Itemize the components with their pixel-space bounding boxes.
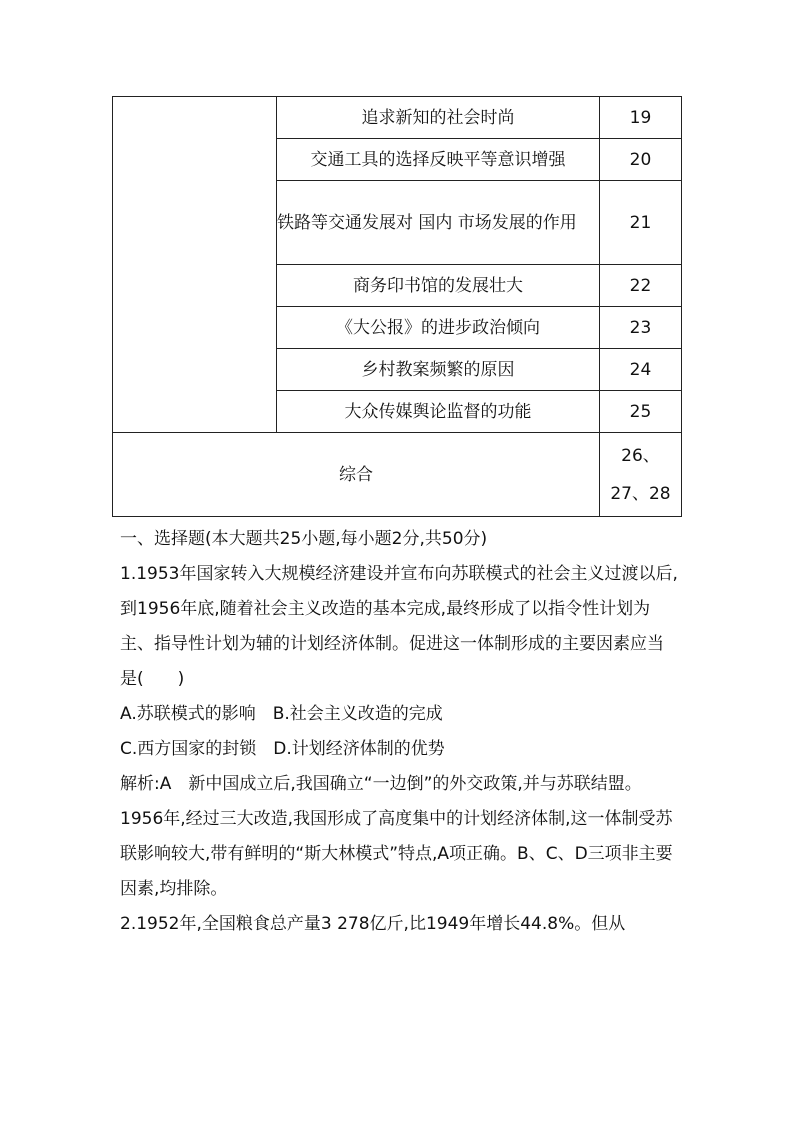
question-1-options-cd: C.西方国家的封锁 D.计划经济体制的优势 xyxy=(120,739,445,759)
knowledge-point-table xyxy=(112,96,682,517)
topic-cell: 铁路等交通发展对 国内 市场发展的作用 xyxy=(277,181,600,265)
question-number-cell: 22 xyxy=(600,265,682,307)
question-number-cell: 21 xyxy=(600,181,682,265)
table-row-summary xyxy=(113,433,682,517)
topic-cell: 商务印书馆的发展壮大 xyxy=(277,265,600,307)
topic-cell: 交通工具的选择反映平等意识增强 xyxy=(277,139,600,181)
question-number-cell: 25 xyxy=(600,391,682,433)
merged-blank-cell xyxy=(113,97,277,433)
topic-cell: 乡村教案频繁的原因 xyxy=(277,349,600,391)
question-number-cell: 19 xyxy=(600,97,682,139)
topic-cell: 《大公报》的进步政治倾向 xyxy=(277,307,600,349)
summary-number-cell: 26、27、28 xyxy=(600,433,682,517)
section-title: 一、选择题(本大题共25小题,每小题2分,共50分) xyxy=(120,529,488,549)
question-2-stem: 2.1952年,全国粮食总产量3 278亿斤,比1949年增长44.8%。但从 xyxy=(120,914,626,934)
summary-label-cell: 综合 xyxy=(113,433,600,517)
topic-cell: 追求新知的社会时尚 xyxy=(277,97,600,139)
question-1-analysis: 解析:A 新中国成立后,我国确立“一边倒”的外交政策,并与苏联结盟。1956年,经过三大改造,我国形成了高度集中的计划经济体制,这一体制受苏联影响较大,带有鲜明的“斯大林模式”特点,A项正确。B、C、D三项非主要因素,均排除。 xyxy=(120,774,673,899)
question-1-stem: 1.1953年国家转入大规模经济建设并宣布向苏联模式的社会主义过渡以后,到1956年底,随着社会主义改造的基本完成,最终形成了以指令性计划为主、指导性计划为辅的计划经济体制。促进这一体制形成的主要因素应当是( ) xyxy=(120,564,678,689)
question-body xyxy=(120,522,680,942)
question-number-cell: 20 xyxy=(600,139,682,181)
question-1-options-ab: A.苏联模式的影响 B.社会主义改造的完成 xyxy=(120,704,443,724)
question-number-cell: 24 xyxy=(600,349,682,391)
topic-cell: 大众传媒舆论监督的功能 xyxy=(277,391,600,433)
question-number-cell: 23 xyxy=(600,307,682,349)
table-row xyxy=(113,97,682,139)
